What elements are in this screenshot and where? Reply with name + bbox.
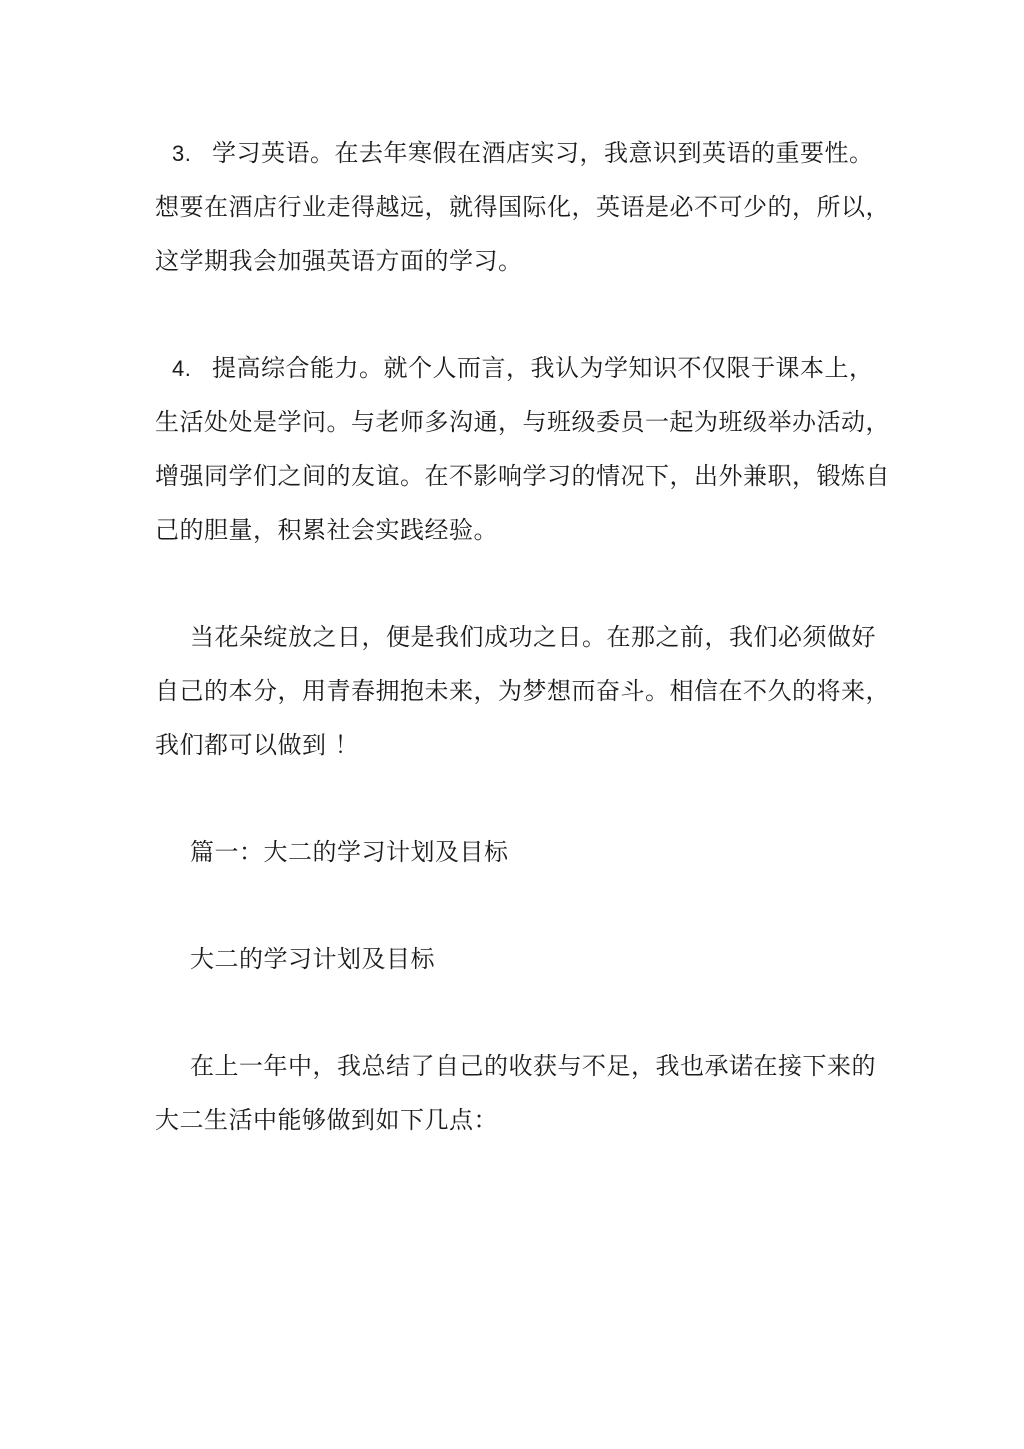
- item-3-line-1: [172, 138, 874, 169]
- item-3-line-2: 想要在酒店行业走得越远，就得国际化，英语是必不可少的，所以，: [155, 193, 890, 221]
- closing-line-2: 自己的本分，用青春拥抱未来，为梦想而奋斗。相信在不久的将来，: [155, 677, 890, 705]
- item-4-number: 4.: [172, 356, 192, 381]
- item-4-line-4: 己的胆量，积累社会实践经验。: [155, 516, 498, 544]
- item-4-text-1: 提高综合能力。就个人而言，我认为学知识不仅限于课本上，: [212, 354, 874, 382]
- item-4-line-3: 增强同学们之间的友谊。在不影响学习的情况下，出外兼职，锻炼自: [155, 462, 890, 490]
- subtitle: 大二的学习计划及目标: [190, 945, 435, 973]
- section-heading: 篇一：大二的学习计划及目标: [190, 838, 509, 866]
- closing-line-3: 我们都可以做到 ！: [155, 731, 360, 759]
- item-3-line-3: 这学期我会加强英语方面的学习。: [155, 247, 523, 275]
- item-3-number: 3.: [172, 141, 192, 166]
- closing-line-1: 当花朵绽放之日，便是我们成功之日。在那之前，我们必须做好: [190, 623, 876, 651]
- item-3-text-1: 学习英语。在去年寒假在酒店实习，我意识到英语的重要性。: [212, 139, 874, 167]
- item-4-line-1: [172, 353, 874, 384]
- item-4-line-2: 生活处处是学问。与老师多沟通，与班级委员一起为班级举办活动，: [155, 408, 890, 436]
- intro-line-2: 大二生活中能够做到如下几点：: [155, 1106, 498, 1134]
- intro-line-1: 在上一年中，我总结了自己的收获与不足，我也承诺在接下来的: [190, 1052, 876, 1080]
